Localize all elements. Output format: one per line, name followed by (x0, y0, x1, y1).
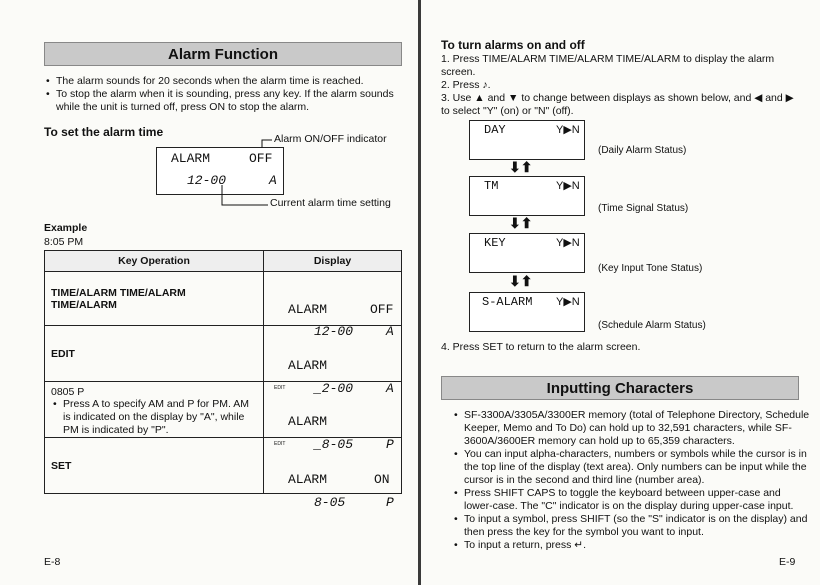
updown-arrows-icon: ⬇⬆ (509, 159, 533, 175)
disp-time: _8-05 (314, 436, 354, 452)
screen-label: S-ALARM (482, 295, 533, 309)
status-time-signal: (Time Signal Status) (598, 203, 689, 214)
status-schedule: (Schedule Alarm Status) (598, 320, 706, 331)
step-2: 2. Press ♪. (441, 79, 491, 91)
disp-ampm: P (386, 494, 394, 510)
disp-time: _2-00 (314, 380, 354, 396)
yn-toggle: Y▶N (556, 237, 580, 249)
header-display: Display (264, 251, 402, 272)
screen-s-alarm (469, 292, 585, 332)
yn-toggle: Y▶N (556, 296, 580, 308)
input-bullets (452, 409, 810, 552)
updown-arrows-icon: ⬇⬆ (509, 215, 533, 231)
onoff-heading: To turn alarms on and off (441, 38, 585, 52)
indicator-label: Alarm ON/OFF indicator (274, 133, 387, 145)
set-alarm-heading: To set the alarm time (44, 125, 164, 139)
page-number: E-9 (779, 556, 796, 568)
screen-tm (469, 176, 585, 216)
screen-label: TM (484, 179, 499, 193)
disp-time: 12-00 (314, 323, 354, 339)
list-item: • SF-3300A/3305A/3300ER memory (total of Telephone Directory, Schedule Keeper, Memo and To Do) can hold up to 32,591 characters, while SF-3600A/3600ER memory can hold up to 65,359 characters. (464, 409, 810, 448)
example-table (44, 250, 402, 510)
example-time: 8:05 PM (44, 236, 84, 248)
disp-onoff: ON (374, 471, 390, 487)
updown-arrows-icon: ⬇⬆ (509, 273, 533, 289)
disp-line1: ALARM (288, 413, 328, 429)
disp-ampm: P (386, 436, 394, 452)
step-4: 4. Press SET to return to the alarm screen. (441, 341, 641, 353)
screen-label: DAY (484, 123, 506, 137)
list-item: • Press A to specify AM and P for PM. AM is indicated on the display by "A", while PM is indicated by "P". (63, 398, 257, 437)
callout-lines (0, 0, 418, 220)
disp-line1: ALARM (288, 357, 328, 373)
page-number: E-8 (44, 556, 61, 568)
setting-label: Current alarm time setting (270, 197, 391, 209)
screen-day (469, 120, 585, 160)
status-key-tone: (Key Input Tone Status) (598, 263, 703, 274)
list-item: • Press SHIFT CAPS to toggle the keyboard between upper-case and lower-case. The "C" indicator is on the display during upper-case input. (464, 487, 810, 513)
key-op: TIME/ALARM TIME/ALARM (51, 286, 186, 299)
disp-line1: ALARM (288, 471, 328, 487)
disp-ampm: A (386, 380, 394, 396)
key-op: 0805 P (51, 386, 85, 398)
disp-ampm: A (386, 323, 394, 339)
lcd-alarm-label: ALARM (171, 151, 211, 166)
list-item: • You can input alpha-characters, numbers or symbols while the cursor is in the top line of the display (text area). Only numbers can be input while the cursor is in the second and third line (number area). (464, 448, 810, 487)
key-op: EDIT (45, 326, 264, 382)
header-key-operation: Key Operation (45, 251, 264, 272)
step-1: 1. Press TIME/ALARM TIME/ALARM TIME/ALARM to display the alarm screen. (441, 53, 775, 78)
inputting-characters-banner: Inputting Characters (441, 376, 799, 400)
screen-key (469, 233, 585, 273)
disp-line1: ALARM (288, 301, 328, 317)
yn-toggle: Y▶N (556, 180, 580, 192)
table-row (45, 272, 402, 326)
list-item: • The alarm sounds for 20 seconds when the alarm time is reached. (56, 75, 416, 88)
list-item: • To stop the alarm when it is sounding, press any key. If the alarm sounds while the unit is turned off, press ON to stop the alarm. (56, 88, 416, 114)
status-daily: (Daily Alarm Status) (598, 145, 687, 156)
lcd-ampm: A (269, 173, 277, 188)
example-label: Example (44, 222, 88, 234)
lcd-onoff-indicator: OFF (249, 151, 273, 166)
yn-toggle: Y▶N (556, 124, 580, 136)
list-item: • To input a symbol, press SHIFT (so the "S" indicator is on the display) and then press the key for the symbol you want to input. (464, 513, 810, 539)
key-op: TIME/ALARM (51, 298, 117, 311)
edit-indicator: EDIT (274, 440, 286, 447)
step-3: 3. Use ▲ and ▼ to change between displays as shown below, and ◀ and ▶ to select "Y" (on) or "N" (off). (441, 92, 794, 117)
screen-label: KEY (484, 236, 506, 250)
disp-time: 8-05 (314, 494, 346, 510)
alarm-function-banner: Alarm Function (44, 42, 402, 66)
key-op: SET (45, 438, 264, 494)
list-item: • To input a return, press ↵. (464, 539, 810, 552)
lcd-time: 12-00 (187, 173, 227, 188)
disp-onoff: OFF (370, 301, 394, 317)
edit-indicator: EDIT (274, 384, 286, 391)
